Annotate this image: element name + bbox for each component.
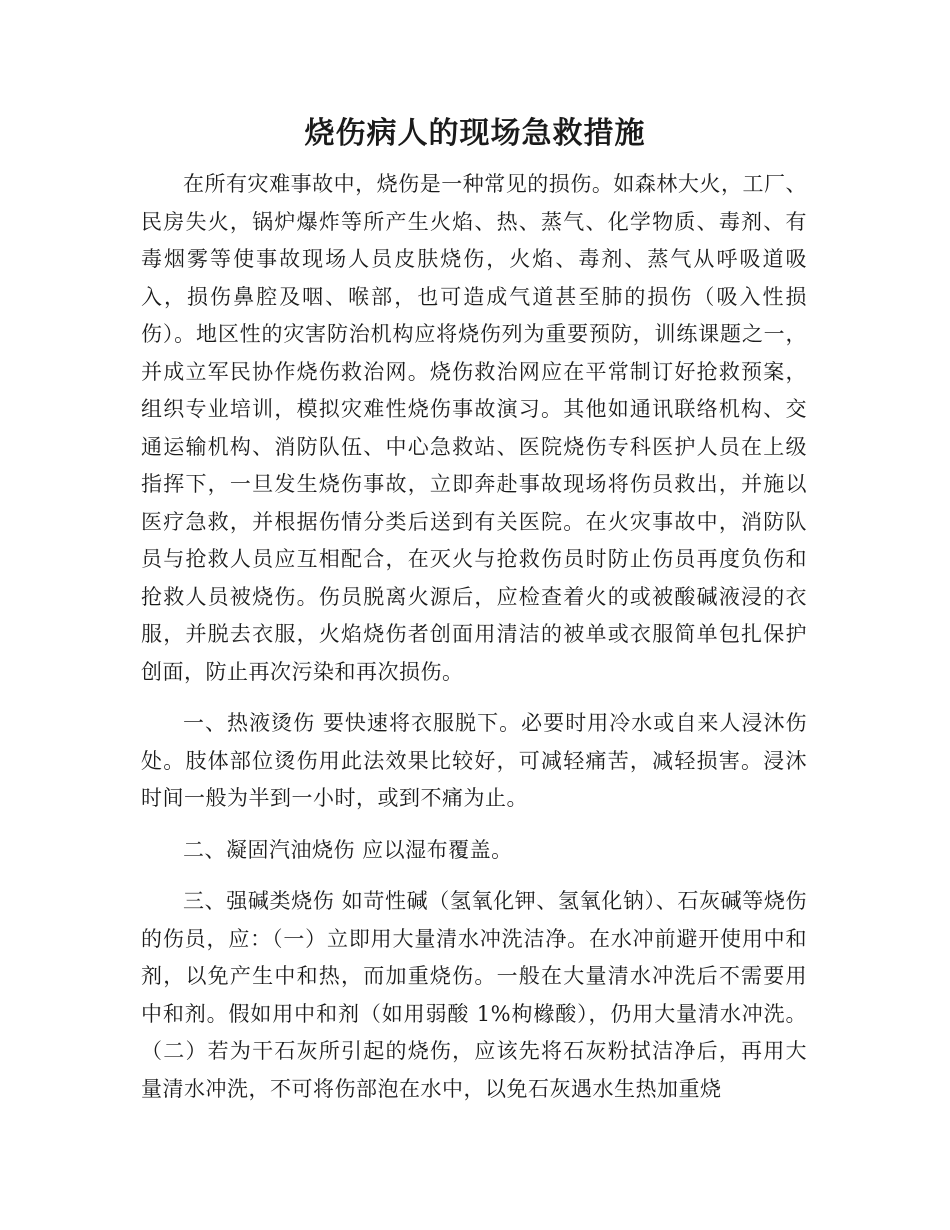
document-title: 烧伤病人的现场急救措施 [304,116,646,151]
paragraph-intro: 在所有灾难事故中，烧伤是一种常见的损伤。如森林大火，工厂、民房失火，锅炉爆炸等所产生火焰、热、蒸气、化学物质、毒剂、有毒烟雾等使事故现场人员皮肤烧伤，火焰、毒剂、蒸气从呼吸道吸入，损伤鼻腔及咽、喉部，也可造成气道甚至肺的损伤（吸入性损伤）。地区性的灾害防治机构应将烧伤列为重要预防，训练课题之一，并成立军民协作烧伤救治网。烧伤救治网应在平常制订好抢救预案，组织专业培训，模拟灾难性烧伤事故演习。其他如通讯联络机构、交通运输机构、消防队伍、中心急救站、医院烧伤专科医护人员在上级指挥下，一旦发生烧伤事故，立即奔赴事故现场将伤员救出，并施以医疗急救，并根据伤情分类后送到有关医院。在火灾事故中，消防队员与抢救人员应互相配合，在灭火与抢救伤员时防止伤员再度负伤和抢救人员被烧伤。伤员脱离火源后，应检查着火的或被酸碱液浸的衣服，并脱去衣服，火焰烧伤者创面用清洁的被单或衣服简单包扎保护创面，防止再次污染和再次损伤。 [141,172,807,684]
document-body [141,166,807,1108]
paragraph-napalm-burn: 二、凝固汽油烧伤 应以湿布覆盖。 [183,837,513,862]
paragraph-hot-liquid-scald: 一、热液烫伤 要快速将衣服脱下。必要时用冷水或自来人浸沐伤处。肢体部位烫伤用此法效果比较好，可减轻痛苦，减轻损害。浸沐时间一般为半到一小时，或到不痛为止。 [141,711,807,810]
paragraph-strong-alkali-burn: 三、强碱类烧伤 如苛性碱（氢氧化钾、氢氧化钠）、石灰碱等烧伤的伤员，应：（一）立即用大量清水冲洗洁净。在水冲前避开使用中和剂，以免产生中和热，而加重烧伤。一般在大量清水冲洗后不需要用中和剂。假如用中和剂（如用弱酸 1%枸橼酸），仍用大量清水冲洗。（二）若为干石灰所引起的烧伤，应该先将石灰粉拭洁净后，再用大量清水冲洗，不可将伤部泡在水中，以免石灰遇水生热加重烧 [141,889,807,1101]
